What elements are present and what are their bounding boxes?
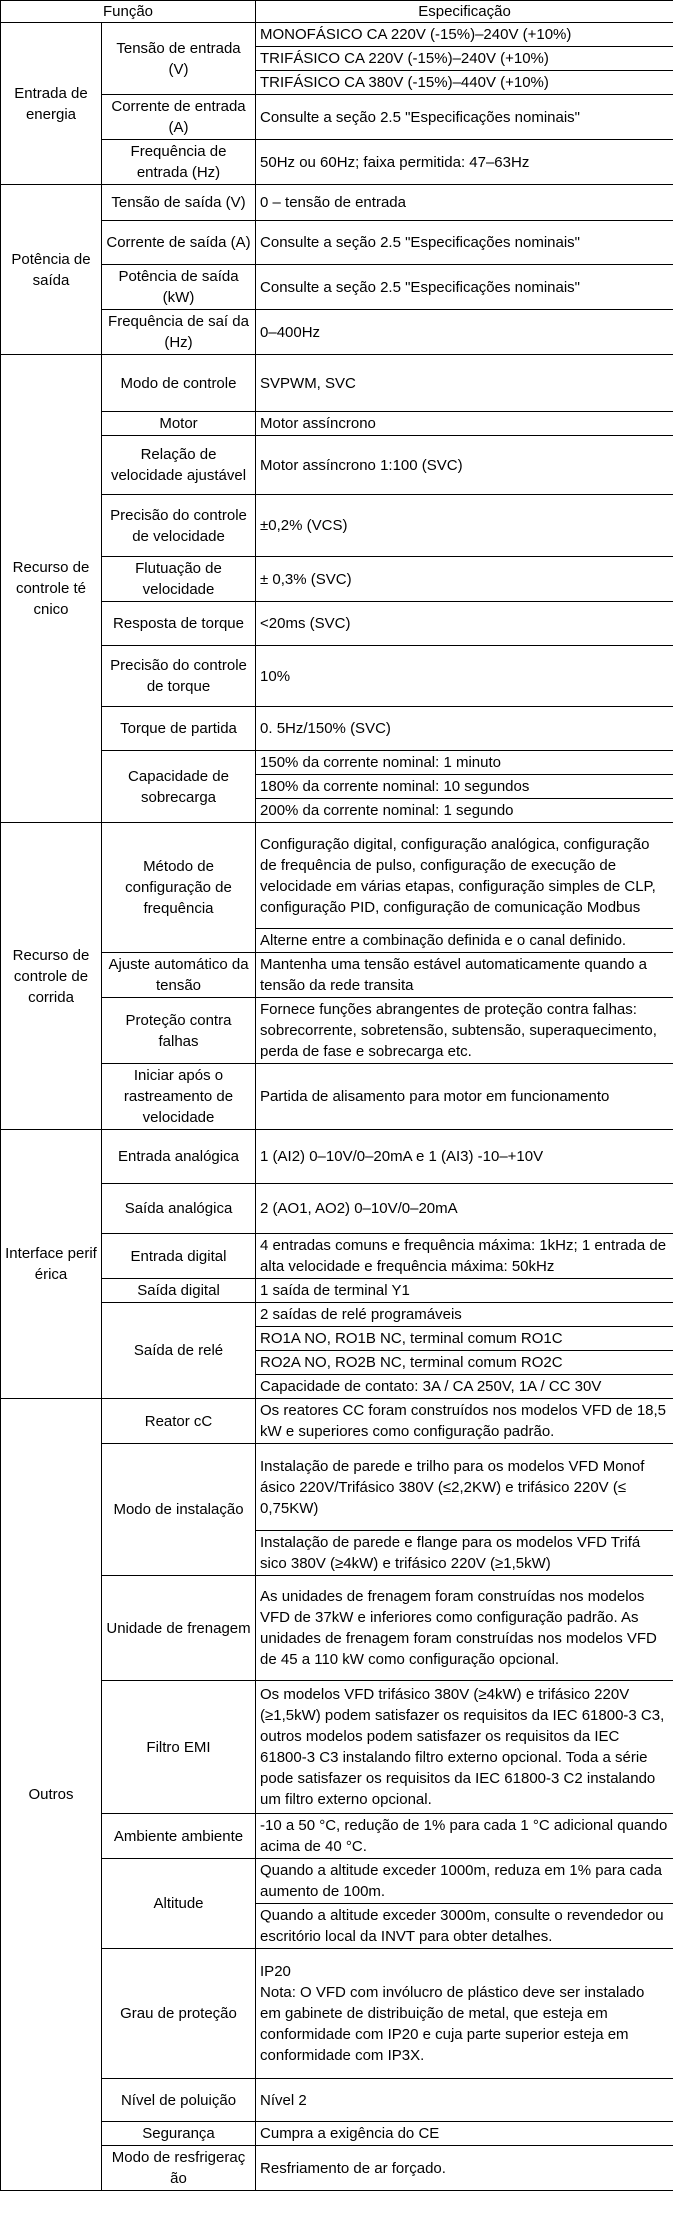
specification-value: RO2A NO, RO2B NC, terminal comum RO2C — [256, 1351, 673, 1375]
specification-value: As unidades de frenagem foram construídas nos modelos VFD de 37kW e inferiores como configuração padrão. As unidades de frenagem foram construídas nos modelos VFD de 45 a 110 kW como configuração opcional. — [256, 1576, 673, 1681]
specification-value: Nível 2 — [256, 2079, 673, 2122]
specification-value: 2 (AO1, AO2) 0–10V/0–20mA — [256, 1184, 673, 1234]
function-label: Resposta de torque — [102, 602, 256, 646]
group-name: Interface perif érica — [1, 1130, 102, 1399]
specification-value: TRIFÁSICO CA 220V (-15%)–240V (+10%) — [256, 47, 673, 71]
function-label: Corrente de saída (A) — [102, 221, 256, 265]
specification-value: Motor assíncrono — [256, 412, 673, 436]
header-function: Função — [1, 1, 256, 23]
specification-value: Os modelos VFD trifásico 380V (≥4kW) e trifásico 220V (≥1,5kW) podem satisfazer os requisitos da IEC 61800-3 C3, outros modelos podem satisfazer os requisitos da IEC 61800-3 C3 instalando filtro externo opcional. Toda a série pode satisfazer os requisitos da IEC 61800-3 C2 instalando um filtro externo opcional. — [256, 1681, 673, 1814]
specification-value: RO1A NO, RO1B NC, terminal comum RO1C — [256, 1327, 673, 1351]
function-label: Frequência de entrada (Hz) — [102, 140, 256, 185]
function-label: Método de configuração de frequência — [102, 823, 256, 953]
function-label: Tensão de saída (V) — [102, 185, 256, 221]
specification-value: <20ms (SVC) — [256, 602, 673, 646]
specification-value: Configuração digital, configuração analógica, configuração de frequência de pulso, configuração de execução de velocidade em várias etapas, configuração simples de CLP, configuração PID, configuração de comunicação Modbus — [256, 823, 673, 929]
function-label: Saída digital — [102, 1279, 256, 1303]
specification-value: Instalação de parede e trilho para os modelos VFD Monof ásico 220V/Trifásico 380V (≤2,2KW) e trifásico 220V (≤ 0,75KW) — [256, 1444, 673, 1531]
function-label: Saída analógica — [102, 1184, 256, 1234]
group-name: Potência de saída — [1, 185, 102, 355]
function-label: Entrada digital — [102, 1234, 256, 1279]
specification-value: ± 0,3% (SVC) — [256, 557, 673, 602]
specification-value: 1 saída de terminal Y1 — [256, 1279, 673, 1303]
function-label: Motor — [102, 412, 256, 436]
function-label: Flutuação de velocidade — [102, 557, 256, 602]
specification-value: Mantenha uma tensão estável automaticamente quando a tensão da rede transita — [256, 953, 673, 998]
function-label: Tensão de entrada (V) — [102, 23, 256, 95]
specification-value: 180% da corrente nominal: 10 segundos — [256, 775, 673, 799]
group-name: Recurso de controle de corrida — [1, 823, 102, 1130]
specification-value: SVPWM, SVC — [256, 355, 673, 412]
function-label: Ambiente ambiente — [102, 1814, 256, 1859]
function-label: Potência de saída (kW) — [102, 265, 256, 310]
specification-value: MONOFÁSICO CA 220V (-15%)–240V (+10%) — [256, 23, 673, 47]
specification-value: 4 entradas comuns e frequência máxima: 1kHz; 1 entrada de alta velocidade e frequência máxima: 50kHz — [256, 1234, 673, 1279]
function-label: Entrada analógica — [102, 1130, 256, 1184]
specification-value: TRIFÁSICO CA 380V (-15%)–440V (+10%) — [256, 71, 673, 95]
function-label: Relação de velocidade ajustável — [102, 436, 256, 495]
function-label: Modo de controle — [102, 355, 256, 412]
header-specification: Especificação — [256, 1, 673, 23]
specification-value: -10 a 50 °C, redução de 1% para cada 1 °C adicional quando acima de 40 °C. — [256, 1814, 673, 1859]
function-label: Unidade de frenagem — [102, 1576, 256, 1681]
specification-value: IP20 Nota: O VFD com invólucro de plástico deve ser instalado em gabinete de distribuição de metal, que esteja em conformidade com IP20 e cuja parte superior esteja em conformidade com IP3X. — [256, 1949, 673, 2079]
specification-value: 0. 5Hz/150% (SVC) — [256, 707, 673, 751]
specification-value: 2 saídas de relé programáveis — [256, 1303, 673, 1327]
function-label: Ajuste automático da tensão — [102, 953, 256, 998]
function-label: Filtro EMI — [102, 1681, 256, 1814]
group-name: Recurso de controle té cnico — [1, 355, 102, 823]
function-label: Iniciar após o rastreamento de velocidade — [102, 1064, 256, 1130]
function-label: Modo de resfrigeraç ão — [102, 2146, 256, 2191]
function-label: Corrente de entrada (A) — [102, 95, 256, 140]
specification-value: ±0,2% (VCS) — [256, 495, 673, 557]
function-label: Segurança — [102, 2122, 256, 2146]
function-label: Saída de relé — [102, 1303, 256, 1399]
specification-value: Alterne entre a combinação definida e o canal definido. — [256, 929, 673, 953]
specification-value: Capacidade de contato: 3A / CA 250V, 1A / CC 30V — [256, 1375, 673, 1399]
specification-value: Consulte a seção 2.5 "Especificações nominais" — [256, 95, 673, 140]
specification-value: Consulte a seção 2.5 "Especificações nominais" — [256, 221, 673, 265]
group-name: Outros — [1, 1399, 102, 2191]
specification-value: Quando a altitude exceder 1000m, reduza em 1% para cada aumento de 100m. — [256, 1859, 673, 1904]
function-label: Torque de partida — [102, 707, 256, 751]
specification-value: Instalação de parede e flange para os modelos VFD Trifá sico 380V (≥4kW) e trifásico 220V (≥1,5kW) — [256, 1531, 673, 1576]
specification-value: 200% da corrente nominal: 1 segundo — [256, 799, 673, 823]
function-label: Precisão do controle de torque — [102, 646, 256, 707]
specification-value: 0 – tensão de entrada — [256, 185, 673, 221]
specification-value: Fornece funções abrangentes de proteção contra falhas: sobrecorrente, sobretensão, subtensão, superaquecimento, perda de fase e sobrecarga etc. — [256, 998, 673, 1064]
specification-value: 0–400Hz — [256, 310, 673, 355]
specification-value: 50Hz ou 60Hz; faixa permitida: 47–63Hz — [256, 140, 673, 185]
function-label: Precisão do controle de velocidade — [102, 495, 256, 557]
specification-value: Resfriamento de ar forçado. — [256, 2146, 673, 2191]
function-label: Proteção contra falhas — [102, 998, 256, 1064]
function-label: Capacidade de sobrecarga — [102, 751, 256, 823]
specification-value: 150% da corrente nominal: 1 minuto — [256, 751, 673, 775]
function-label: Nível de poluição — [102, 2079, 256, 2122]
function-label: Reator cC — [102, 1399, 256, 1444]
specification-value: Os reatores CC foram construídos nos modelos VFD de 18,5 kW e superiores como configuração padrão. — [256, 1399, 673, 1444]
function-label: Altitude — [102, 1859, 256, 1949]
function-label: Frequência de saí da (Hz) — [102, 310, 256, 355]
specification-value: 10% — [256, 646, 673, 707]
specification-value: Consulte a seção 2.5 "Especificações nominais" — [256, 265, 673, 310]
function-label: Modo de instalação — [102, 1444, 256, 1576]
specification-value: Motor assíncrono 1:100 (SVC) — [256, 436, 673, 495]
specification-value: Partida de alisamento para motor em funcionamento — [256, 1064, 673, 1130]
function-label: Grau de proteção — [102, 1949, 256, 2079]
specification-value: Quando a altitude exceder 3000m, consulte o revendedor ou escritório local da INVT para obter detalhes. — [256, 1904, 673, 1949]
group-name: Entrada de energia — [1, 23, 102, 185]
specification-value: Cumpra a exigência do CE — [256, 2122, 673, 2146]
specification-value: 1 (AI2) 0–10V/0–20mA e 1 (AI3) -10–+10V — [256, 1130, 673, 1184]
